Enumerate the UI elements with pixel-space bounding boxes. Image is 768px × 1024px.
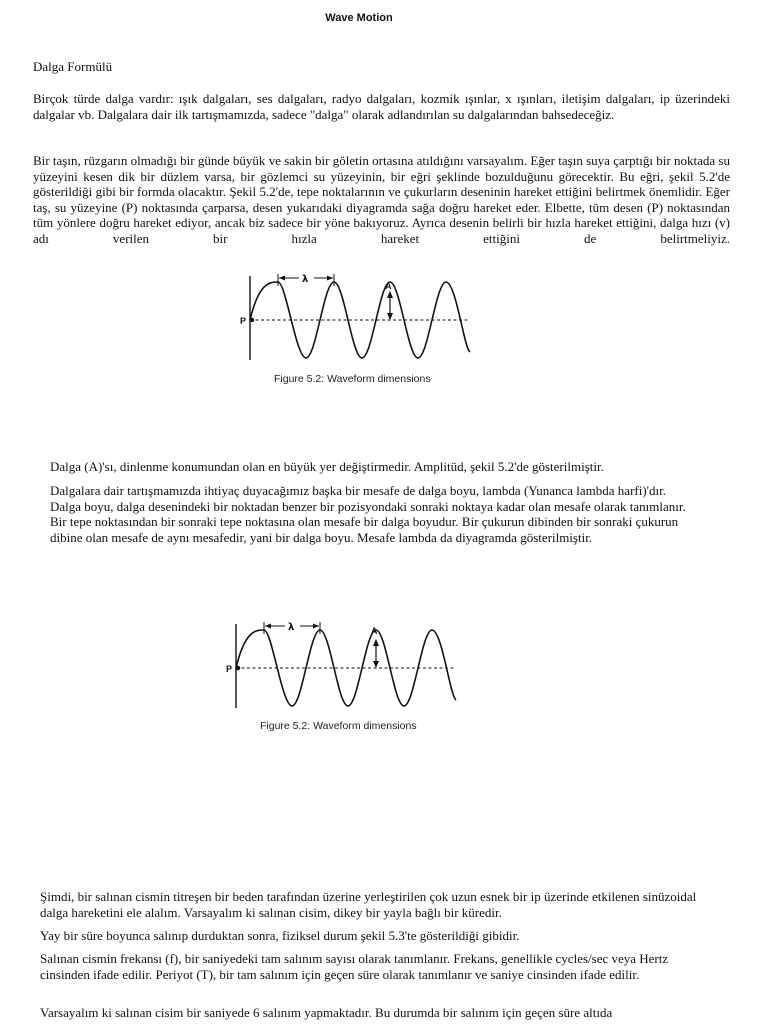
amplitude-paragraph-1: Dalga (A)'sı, dinlenme konumundan olan en büyük yer değiştirmedir. Amplitüd, şekil 5.2'de gösterilmiştir. bbox=[50, 459, 604, 474]
oscillation-paragraph-4: Varsayalım ki salınan cisim bir saniyede 6 salınım yapmaktadır. Bu durumda bir salınım için geçen süre altıda bbox=[40, 1005, 613, 1020]
lambda-arrowhead-left bbox=[265, 624, 271, 629]
lambda-arrowhead-right bbox=[327, 276, 333, 281]
oscillation-paragraph-1: Şimdi, bir salınan cismin titreşen bir beden tarafından üzerine yerleştirilen çok uzun esnek bir ip üzerinde etkilenen sinüzoidal dalga hareketini ele alalım. Varsayalım ki salınan cisim, dikey bir yayla bağlı bir küredir. bbox=[40, 889, 697, 920]
figure-caption: Figure 5.2: Waveform dimensions bbox=[260, 720, 417, 732]
amplitude-arrowhead-bottom bbox=[373, 661, 379, 668]
point-p-marker bbox=[250, 318, 254, 322]
oscillation-paragraph-2: Yay bir süre boyunca salınıp durduktan sonra, fiziksel durum şekil 5.3'te gösterildiği gibidir. bbox=[40, 928, 520, 943]
waveform-figure-2 bbox=[224, 614, 464, 736]
oscillation-paragraph-3: Salınan cismin frekansı (f), bir saniyedeki tam salınım sayısı olarak tanımlanır. Frekans, genellikle cycles/sec veya Hertz cinsinden ifade edilir. Periyot (T), bir tam salınım için geçen süre olarak tanımlanır ve saniye cinsinden ifade edilir. bbox=[40, 951, 669, 982]
point-p-marker bbox=[236, 666, 240, 670]
label-lambda: λ bbox=[302, 274, 309, 285]
label-p: P bbox=[226, 664, 233, 674]
amplitude-paragraph-2: Dalgalara dair tartışmamızda ihtiyaç duyacağımız başka bir mesafe de dalga boyu, lambda (Yunanca lambda harfi)'dır. Dalga boyu, dalga desenindeki bir noktadan benzer bir pozisyondaki sonraki noktaya kadar olan mesafe olarak tanımlanır. Bir tepe noktasından bir sonraki tepe noktasına olan mesafe bir dalga boyudur. Bir çukurun dibinden bir sonraki çukurun dibine olan mesafe de aynı mesafedir, yani bir dalga boyu. Mesafe lambda da diyagramda gösterilmiştir. bbox=[50, 483, 686, 545]
amplitude-arrowhead-bottom bbox=[387, 313, 393, 320]
section-heading: Dalga Formülü bbox=[33, 59, 113, 74]
lambda-arrowhead-left bbox=[279, 276, 285, 281]
label-lambda: λ bbox=[288, 622, 295, 633]
waveform-figure-1 bbox=[238, 268, 478, 388]
intro-paragraph-1: Birçok türde dalga vardır: ışık dalgaları, ses dalgaları, radyo dalgaları, kozmik ışınlar, x ışınları, iletişim dalgaları, ip üzerindeki dalgalar vb. Dalgalara dair ilk tartışmamızda, sadece "dalga" olarak adlandırılan su dalgalarından bahsedeceğiz. bbox=[33, 91, 730, 122]
label-a: A bbox=[371, 626, 378, 636]
amplitude-arrowhead-top bbox=[387, 291, 393, 298]
figure-caption: Figure 5.2: Waveform dimensions bbox=[274, 373, 431, 385]
intro-paragraph-2: Bir taşın, rüzgarın olmadığı bir günde büyük ve sakin bir göletin ortasına atıldığını varsayalım. Eğer taşın suya çarptığı bir noktada su yüzeyini kesen dik bir düzlem varsa, bir gözlemci su yüzeyinin, bir eğri şeklinde bozulduğunu görecektir. Bu eğri, şekil 5.2'de gösterildiği gibi bir formda olacaktır. Şekil 5.2'de, tepe noktalarının ve çukurların deseninin hareket ettiğini belirtmek önemlidir. Eğer taş, su yüzeyine (P) noktasında çarparsa, desen yukarıdaki diyagramda sağa doğru hareket eder. Elbette, tüm desen (P) noktasından tüm yönlere doğru hareket ediyor, ancak biz sadece bir yöne bakıyoruz. Ayrıca desenin belirli bir hızla hareket ettiğini, dalga hızı (v) adı verilen bir hızla hareket ettiğini de belirtmeliyiz. bbox=[33, 153, 730, 246]
lambda-arrowhead-right bbox=[313, 624, 319, 629]
amplitude-arrowhead-top bbox=[373, 639, 379, 646]
label-p: P bbox=[240, 316, 247, 326]
page-title: Wave Motion bbox=[325, 12, 393, 24]
label-a: A bbox=[385, 281, 392, 291]
